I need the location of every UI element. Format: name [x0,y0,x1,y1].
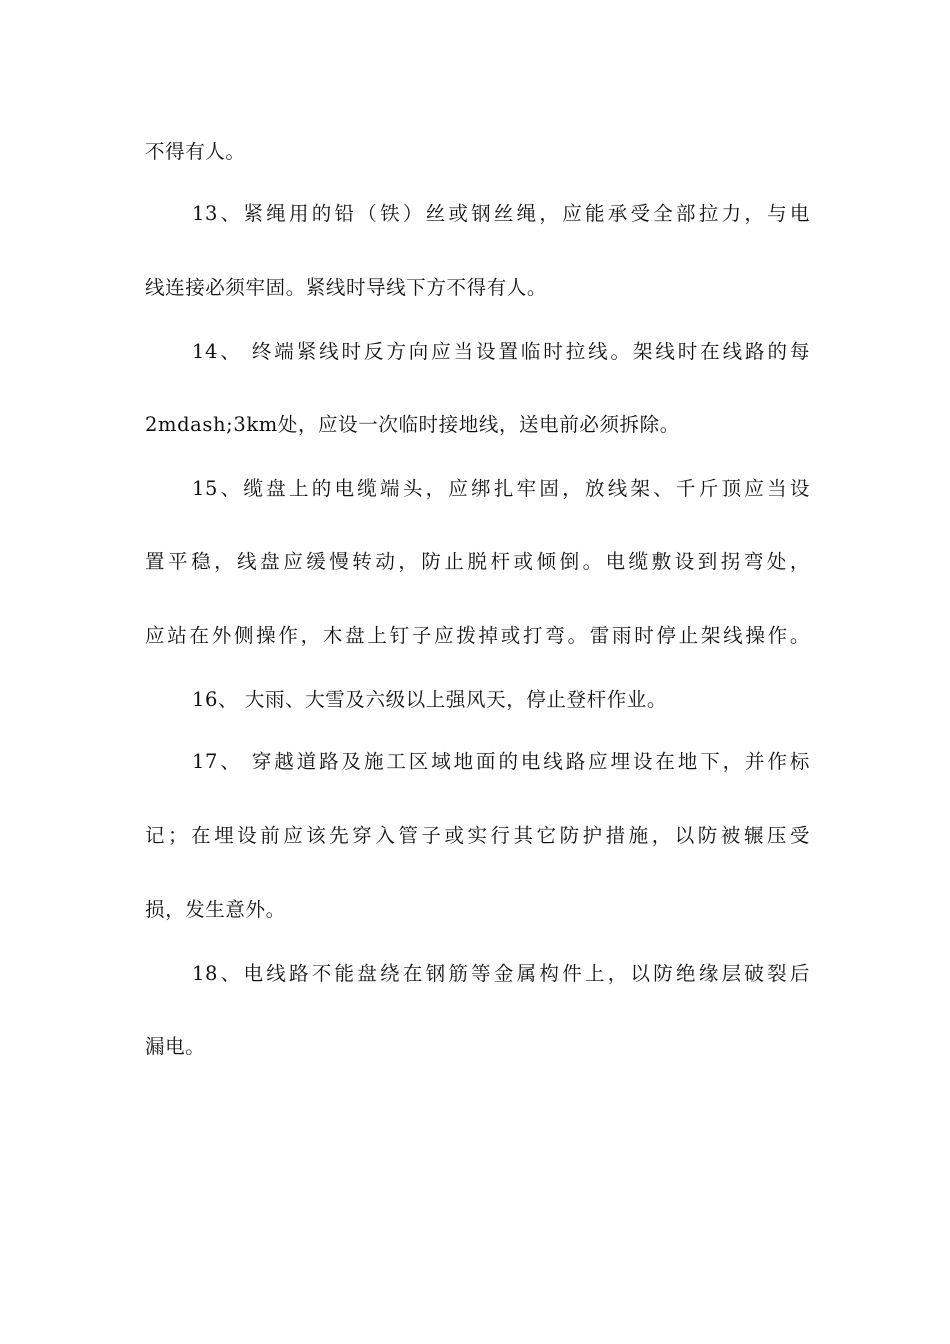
text-line: 应站在外侧操作，木盘上钉子应拨掉或打弯。雷雨时停止架线操作。 [145,624,810,647]
paragraph-15-start: 15、缆盘上的电缆端头，应绑扎牢固，放线架、千斤顶应当设 [192,477,810,500]
text-line: 记；在埋设前应该先穿入管子或实行其它防护措施，以防被辗压受 [145,824,810,847]
paragraph-13-start: 13、紧绳用的铅（铁）丝或钢丝绳，应能承受全部拉力，与电 [192,202,810,225]
text-line: 损，发生意外。 [145,898,286,921]
paragraph-17-start: 17、 穿越道路及施工区域地面的电线路应埋设在地下，并作标 [192,750,810,773]
text-line: 置平稳，线盘应缓慢转动，防止脱杆或倾倒。电缆敷设到拐弯处， [145,550,810,573]
text-line: 不得有人。 [145,140,246,163]
text-line: 2mdash;3km处，应设一次临时接地线，送电前必须拆除。 [145,413,680,436]
paragraph-14-start: 14、 终端紧线时反方向应当设置临时拉线。架线时在线路的每 [192,340,810,363]
paragraph-18-start: 18、电线路不能盘绕在钢筋等金属构件上，以防绝缘层破裂后 [192,962,810,985]
paragraph-16: 16、 大雨、大雪及六级以上强风天，停止登杆作业。 [192,688,668,711]
text-line: 线连接必须牢固。紧线时导线下方不得有人。 [145,276,548,299]
text-line: 漏电。 [145,1035,206,1058]
